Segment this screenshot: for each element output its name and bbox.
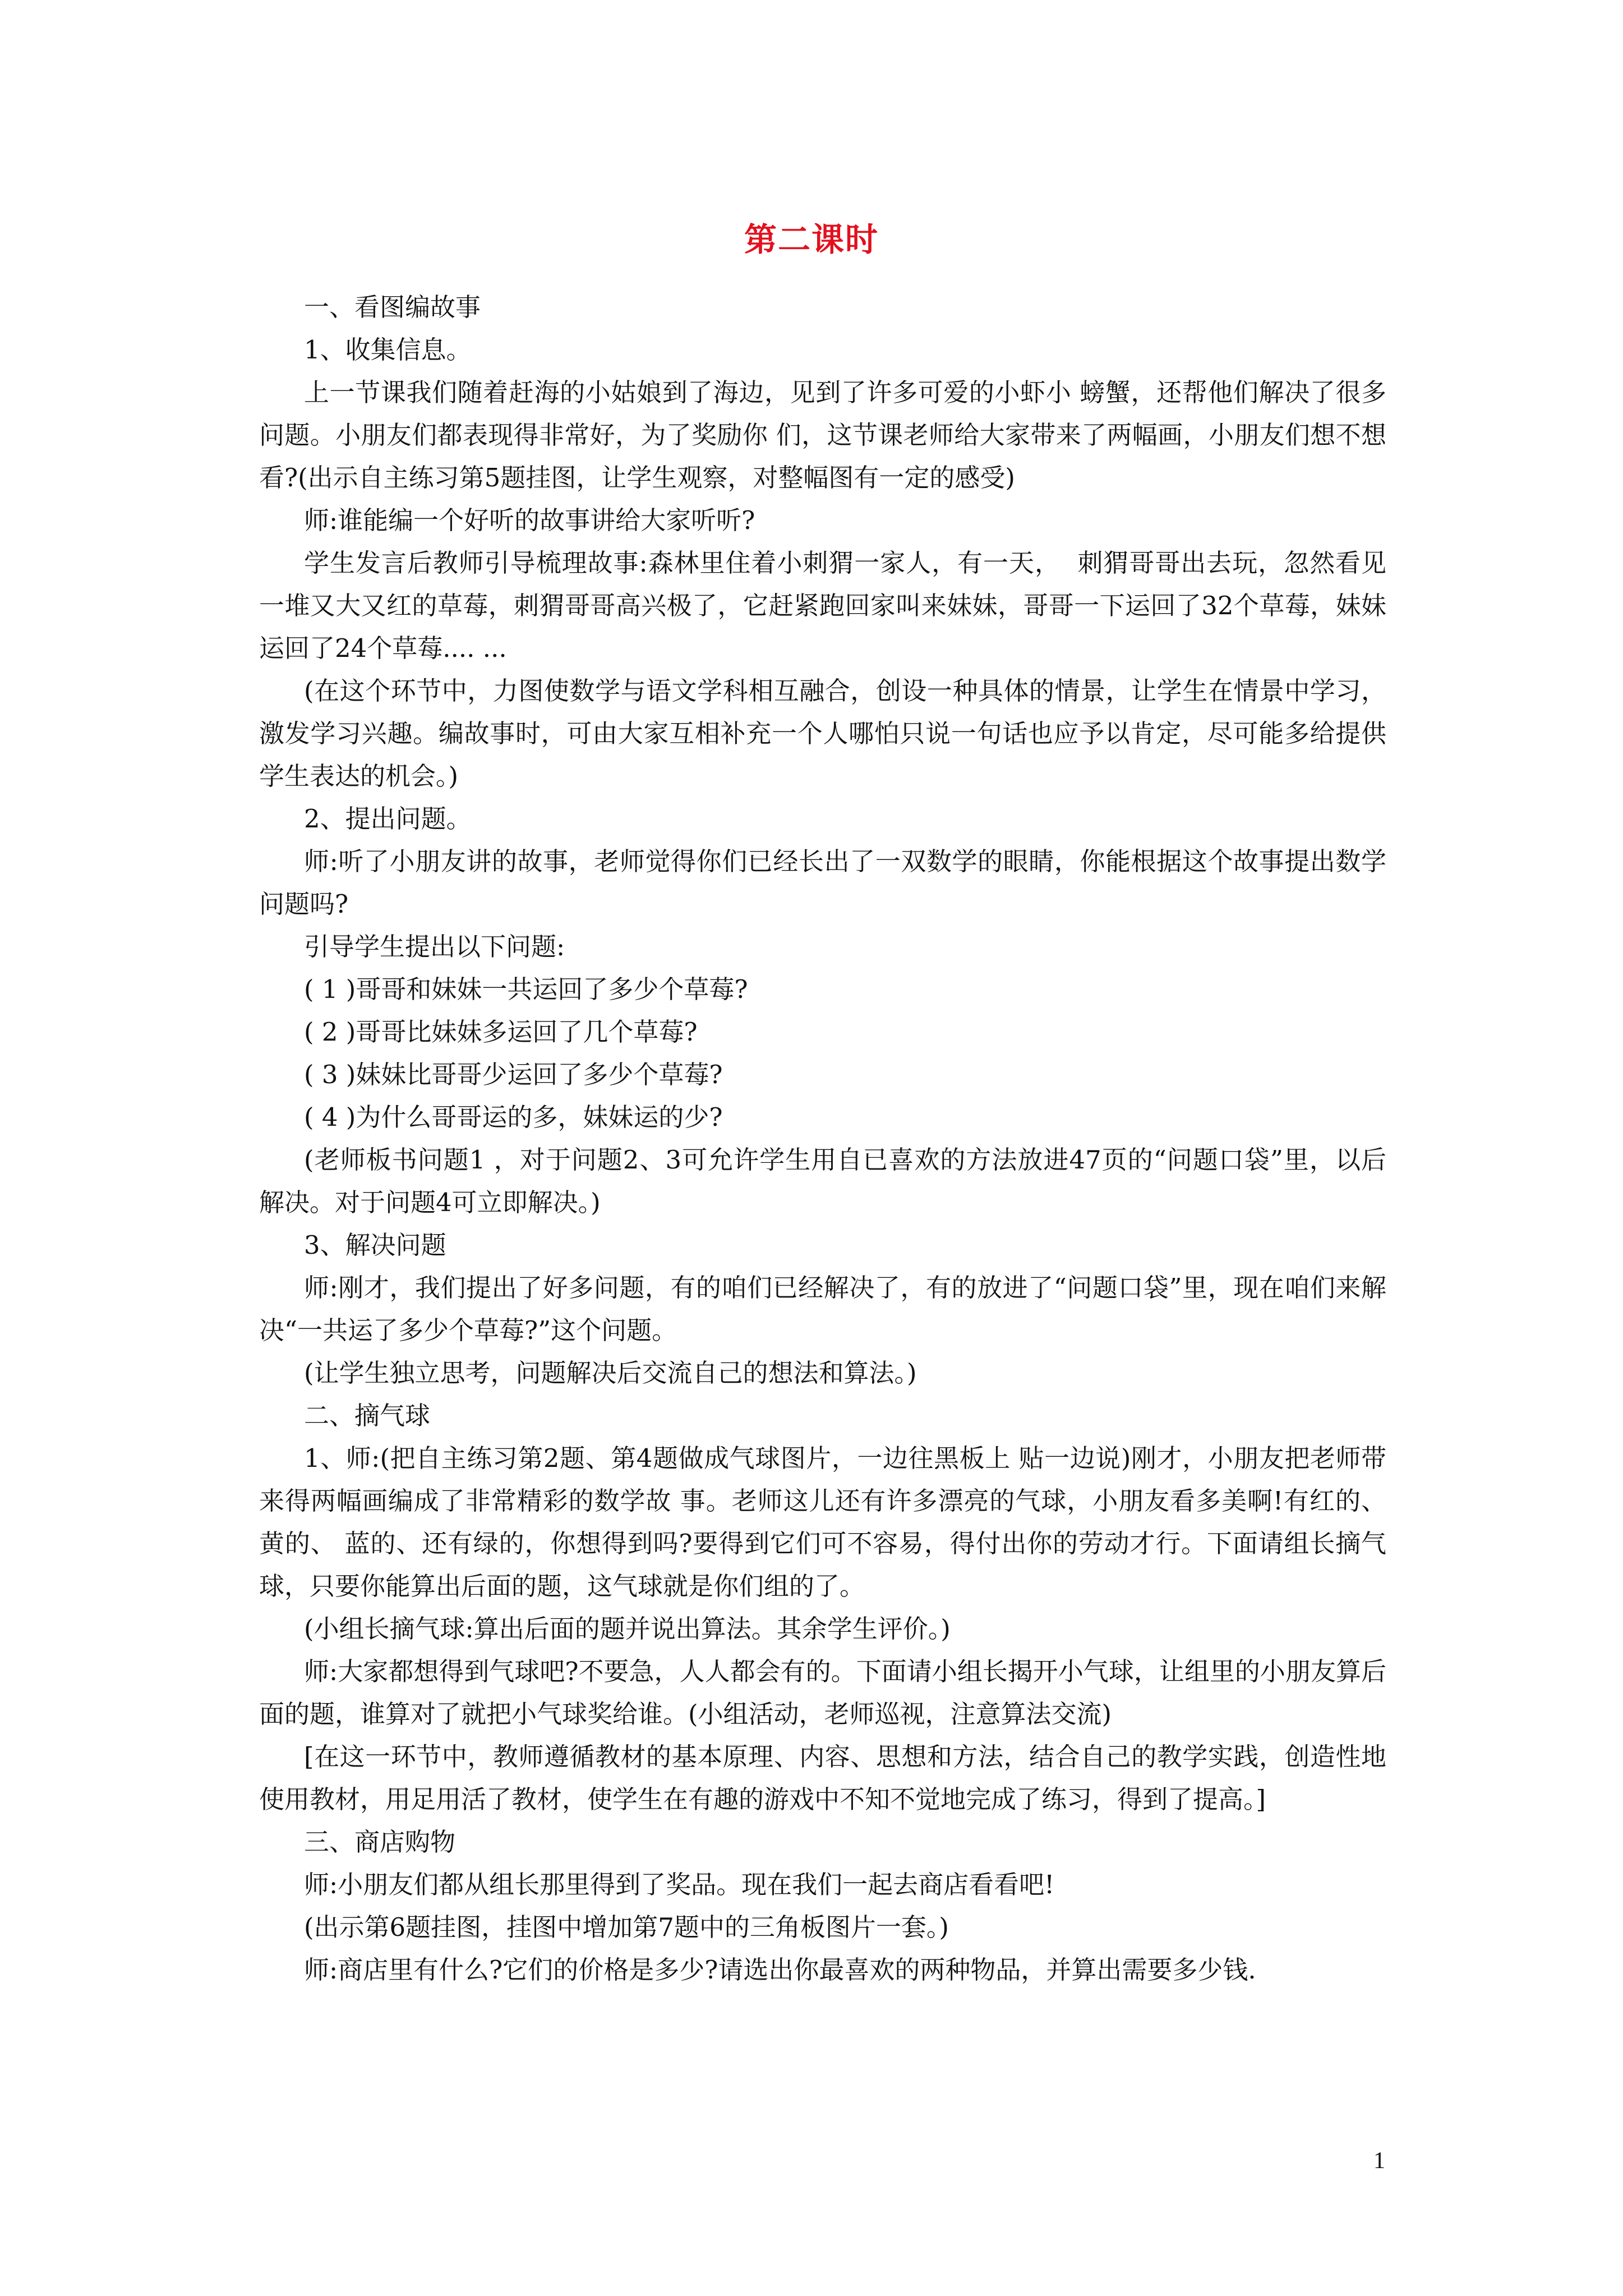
paragraph-teacher-shop: 师:小朋友们都从组长那里得到了奖品。现在我们一起去商店看看吧! <box>304 1870 1055 1899</box>
page-number: 1 <box>1373 2148 1385 2174</box>
paragraph-intro: 上一节课我们随着赶海的小姑娘到了海边，见到了许多可爱的小虾小 螃蟹，还帮他们解决了很多问题。小朋友们都表现得非常好，为了奖励你 们，这节课老师给大家带来了两幅画，小朋友们想不想看?(出示自主练习第5题挂图，让学生观察，对整幅图有一定的感受) <box>259 378 1386 493</box>
paragraph-teacher-math-eyes: 师:听了小朋友讲的故事，老师觉得你们已经长出了一双数学的眼睛，你能根据这个故事提出数学问题吗? <box>259 846 1386 919</box>
paragraph-note-independent: (让学生独立思考，问题解决后交流自己的想法和算法。) <box>304 1358 917 1388</box>
page-title: 第二课时 <box>744 220 879 259</box>
section-heading-2: 二、摘气球 <box>304 1401 431 1430</box>
list-item-question-2: ( 2 )哥哥比妹妹多运回了几个草莓? <box>304 1017 698 1047</box>
paragraph-teacher-everyone: 师:大家都想得到气球吧?不要急，人人都会有的。下面请小组长揭开小气球，让组里的小朋友算后面的题，谁算对了就把小气球奖给谁。(小组活动，老师巡视，注意算法交流) <box>259 1657 1386 1729</box>
section-heading-1: 一、看图编故事 <box>304 292 481 322</box>
paragraph-note-story: (在这个环节中，力图使数学与语文学科相互融合，创设一种具体的情景，让学生在情景中学习，激发学习兴趣。编故事时，可由大家互相补充一个人哪怕只说一句话也应予以肯定，尽可能多给提供学生表达的机会。) <box>259 676 1386 791</box>
subheading-solve: 3、解决问题 <box>304 1230 446 1260</box>
list-item-question-3: ( 3 )妹妹比哥哥少运回了多少个草莓? <box>304 1060 723 1089</box>
paragraph-teacher-story-prompt: 师:谁能编一个好听的故事讲给大家听听? <box>304 505 755 535</box>
paragraph-note-board: (老师板书问题1 ，对于问题2、3可允许学生用自已喜欢的方法放进47页的“问题口袋”里，以后解决。对于问题4可立即解决。) <box>259 1145 1386 1217</box>
list-item-question-1: ( 1 )哥哥和妹妹一共运回了多少个草莓? <box>304 974 748 1004</box>
paragraph-note-poster: (出示第6题挂图，挂图中增加第7题中的三角板图片一套。) <box>304 1912 949 1942</box>
paragraph-note-group-leader: (小组长摘气球:算出后面的题并说出算法。其余学生评价。) <box>304 1614 951 1644</box>
paragraph-balloons: 1、师:(把自主练习第2题、第4题做成气球图片，一边往黑板上 贴一边说)刚才，小朋友把老师带来得两幅画编成了非常精彩的数学故 事。老师这儿还有许多漂亮的气球，小朋友看多美啊!有红的、黄的、 蓝的、还有绿的，你想得到吗?要得到它们可不容易，得付出你的劳动才行。下面请组长摘气球，只要你能算出后面的题，这气球就是你们组的了。 <box>259 1443 1386 1601</box>
paragraph-guide-questions: 引导学生提出以下问题: <box>304 932 565 961</box>
paragraph-note-textbook: [在这一环节中，教师遵循教材的基本原理、内容、思想和方法，结合自己的教学实践，创造性地使用教材，用足用活了教材，使学生在有趣的游戏中不知不觉地完成了练习，得到了提高。] <box>259 1742 1386 1814</box>
paragraph-story: 学生发言后教师引导梳理故事:森林里住着小刺猬一家人，有一天， 刺猬哥哥出去玩，忽然看见一堆又大又红的草莓，刺猬哥哥高兴极了，它赶紧跑回家叫来妹妹，哥哥一下运回了32个草莓，妹妹运回了24个草莓.... ... <box>259 548 1386 663</box>
paragraph-teacher-prices: 师:商店里有什么?它们的价格是多少?请选出你最喜欢的两种物品，并算出需要多少钱. <box>304 1955 1256 1985</box>
list-item-question-4: ( 4 )为什么哥哥运的多，妹妹运的少? <box>304 1102 723 1132</box>
subheading-collect-info: 1、收集信息。 <box>304 335 472 365</box>
subheading-ask-questions: 2、提出问题。 <box>304 804 472 834</box>
document-body <box>259 286 1386 1991</box>
section-heading-3: 三、商店购物 <box>304 1827 456 1857</box>
paragraph-teacher-solve: 师:刚才，我们提出了好多问题，有的咱们已经解决了，有的放进了“问题口袋”里，现在咱们来解决“一共运了多少个草莓?”这个问题。 <box>259 1273 1386 1345</box>
